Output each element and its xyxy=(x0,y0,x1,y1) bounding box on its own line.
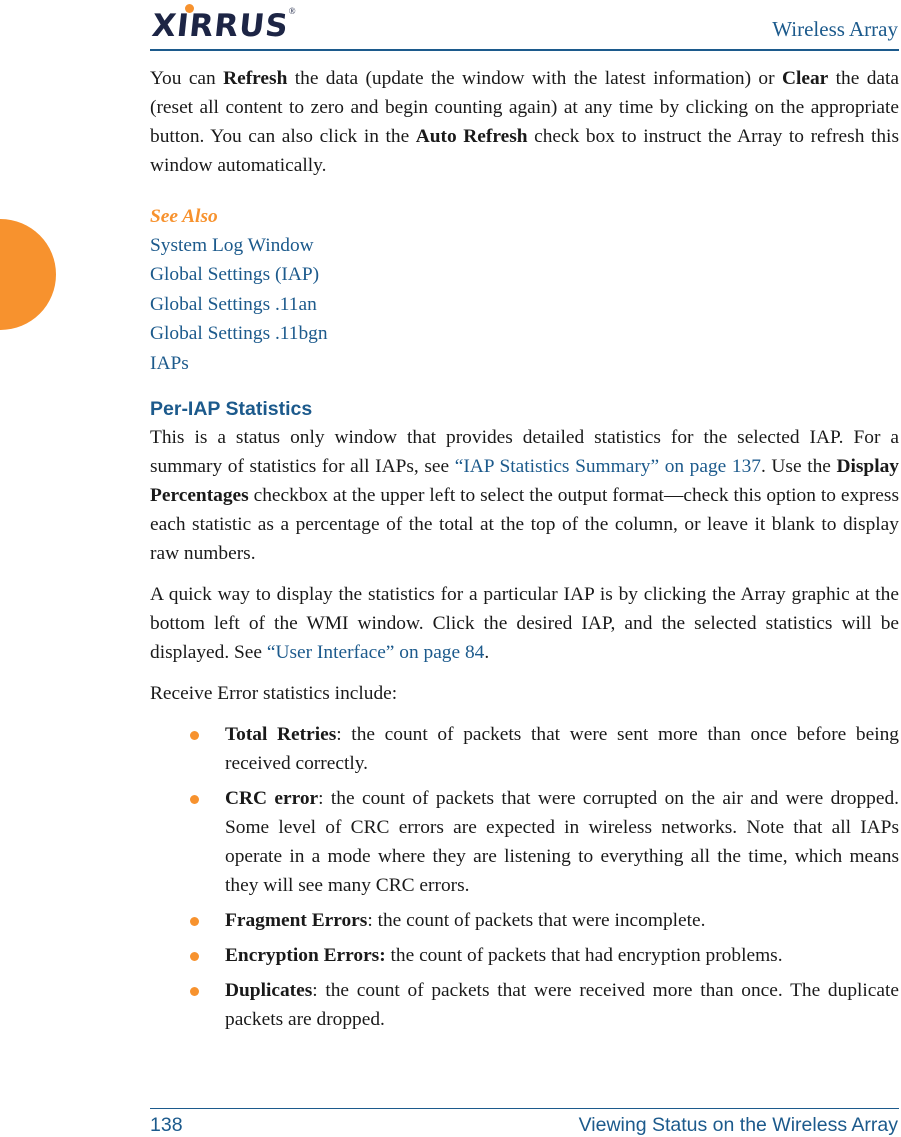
xirrus-logo xyxy=(152,6,296,46)
auto-refresh-term: Auto Refresh xyxy=(415,126,528,147)
receive-error-list xyxy=(150,720,899,1034)
user-interface-link[interactable]: “User Interface” on page 84 xyxy=(266,642,485,664)
chapter-title: Viewing Status on the Wireless Array xyxy=(578,1114,898,1136)
list-item: CRC error: the count of packets that were corrupted on the air and were dropped. Some level of CRC errors are expected in wireless networks. Note that all IAPs operate in a mode where they are listening to everything all the time, which means they will see many CRC errors. xyxy=(150,784,899,900)
clear-term: Clear xyxy=(781,68,829,89)
see-also-link-global-settings-11an[interactable]: Global Settings .11an xyxy=(150,293,317,315)
logo-text: XIRRUS xyxy=(150,8,291,44)
header-rule xyxy=(150,49,899,51)
section-title: Per-IAP Statistics xyxy=(150,398,313,421)
list-item: Fragment Errors: the count of packets that were incomplete. xyxy=(150,906,899,935)
bullet-icon xyxy=(190,731,199,740)
see-also-link-system-log[interactable]: System Log Window xyxy=(150,235,314,256)
section-paragraph-3: Receive Error statistics include: xyxy=(150,683,398,705)
list-item: Total Retries: the count of packets that were sent more than once before being received correctly. xyxy=(150,720,899,778)
footer-rule xyxy=(150,1108,899,1109)
see-also-list xyxy=(150,231,899,378)
iap-stats-summary-link[interactable]: “IAP Statistics Summary” on page 137 xyxy=(454,456,761,478)
bullet-icon xyxy=(190,987,199,996)
refresh-term: Refresh xyxy=(223,68,288,89)
list-item: Duplicates: the count of packets that were received more than once. The duplicate packets are dropped. xyxy=(150,976,899,1034)
bullet-icon xyxy=(190,795,199,804)
see-also-link-iaps[interactable]: IAPs xyxy=(150,352,189,374)
logo-registered-mark: ® xyxy=(288,6,296,16)
display-percentages-term: Display Percentages xyxy=(150,456,899,507)
see-also-link-global-settings-iap[interactable]: Global Settings (IAP) xyxy=(150,264,320,286)
section-paragraph-1: This is a status only window that provides detailed statistics for the selected IAP. For a summary of statistics for all IAPs, see “IAP Statistics Summary” on page 137. Use the Display Percentages checkbox at the upper left to select the output format—check this option to express each statistic as a percentage of the total at the top of the column, or leave it blank to display raw numbers. xyxy=(150,427,899,565)
list-item: Encryption Errors: the count of packets that had encryption problems. xyxy=(150,941,899,970)
see-also-link-global-settings-11bgn[interactable]: Global Settings .11bgn xyxy=(150,323,328,345)
bullet-icon xyxy=(190,917,199,926)
header-title: Wireless Array xyxy=(772,17,898,41)
page-content xyxy=(150,64,899,1040)
bullet-icon xyxy=(190,952,199,961)
chapter-tab-marker xyxy=(0,219,56,330)
page-number: 138 xyxy=(150,1114,183,1136)
see-also-heading: See Also xyxy=(150,206,218,227)
section-paragraph-2: A quick way to display the statistics for a particular IAP is by clicking the Array graphic at the bottom left of the WMI window. Click the desired IAP, and the selected statistics will be displayed. See “User Interface” on page 84. xyxy=(150,584,899,664)
intro-paragraph: You can Refresh the data (update the window with the latest information) or Clear the data (reset all content to zero and begin counting again) at any time by clicking on the appropriate button. You can also click in the Auto Refresh check box to instruct the Array to refresh this window automatically. xyxy=(150,68,900,176)
